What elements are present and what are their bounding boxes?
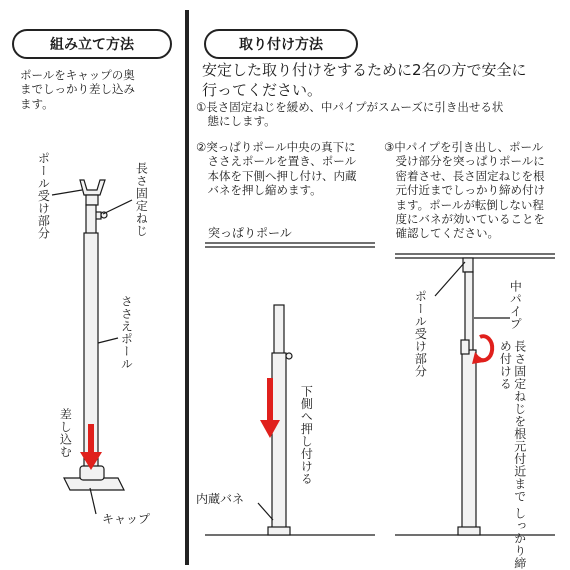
label-length-screw-left: 長さ固定ねじ <box>134 162 149 237</box>
installation-intro: 安定した取り付けをするために2名の方で安全に 行ってください。 <box>202 61 527 100</box>
label-push-down: 下側へ押し付ける <box>299 385 314 485</box>
insert-arrow-left <box>80 424 102 470</box>
step-3-text: ③中パイプを引き出し、ポール 受け部分を突っぱりポールに 密着させ、長さ固定ねじを根 元付近までしっかり締め付け ます。ポールが転倒しない程 度にバネが効いていることを 確認してください。 <box>384 140 545 241</box>
assembly-instruction: ポールをキャップの奥 までしっかり差し込み ます。 <box>20 68 135 111</box>
label-pole-receiver-left: ポール受け部分 <box>36 152 51 240</box>
step-1-text: ①長さ固定ねじを緩め、中パイプがスムーズに引き出せる状 態にします。 <box>196 100 504 129</box>
step2-illustration <box>205 243 375 535</box>
step-2-text: ②突っぱりポール中央の真下に ささえポールを置き、ポール 本体を下側へ押し付け、内蔵 バネを押し縮めます。 <box>196 140 357 198</box>
installation-heading: 取り付け方法 <box>204 29 358 59</box>
label-built-in-spring: 内蔵バネ <box>196 492 245 506</box>
step3-illustration <box>395 254 555 535</box>
label-inner-pipe: 中パイプ <box>508 280 523 330</box>
label-pole-receiver-right: ポール受け部分 <box>413 290 428 378</box>
label-cap: キャップ <box>102 512 151 526</box>
label-insert: 差し込む <box>58 408 73 458</box>
assembly-heading: 組み立て方法 <box>12 29 172 59</box>
label-support-pole: ささえポール <box>119 295 134 370</box>
label-tension-pole: 突っぱりポール <box>208 226 292 240</box>
label-tighten: 長さ固定ねじを根元付近まで しっかり締め付ける <box>498 340 527 570</box>
